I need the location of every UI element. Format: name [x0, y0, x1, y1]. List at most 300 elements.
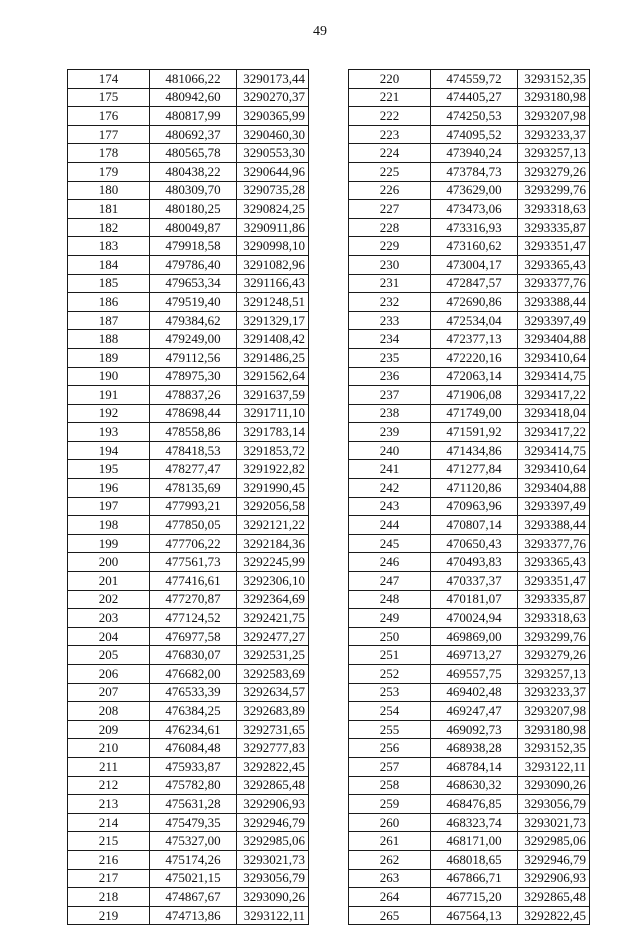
point-number-cell: 250 [349, 627, 431, 646]
y-coordinate-cell: 3293056,79 [237, 869, 309, 888]
x-coordinate-cell: 478975,30 [150, 367, 237, 386]
table-row [349, 590, 590, 609]
x-coordinate-cell: 475631,28 [150, 795, 237, 814]
point-number-cell: 221 [349, 88, 431, 107]
table-row [349, 311, 590, 330]
point-number-cell: 194 [68, 441, 150, 460]
table-row [349, 404, 590, 423]
table-row [68, 107, 309, 126]
point-number-cell: 190 [68, 367, 150, 386]
point-number-cell: 240 [349, 441, 431, 460]
y-coordinate-cell: 3293152,35 [518, 70, 590, 89]
table-row [68, 330, 309, 349]
x-coordinate-cell: 469247,47 [431, 702, 518, 721]
y-coordinate-cell: 3291562,64 [237, 367, 309, 386]
y-coordinate-cell: 3293257,13 [518, 144, 590, 163]
point-number-cell: 206 [68, 665, 150, 684]
table-row [349, 646, 590, 665]
x-coordinate-cell: 471906,08 [431, 386, 518, 405]
point-number-cell: 253 [349, 683, 431, 702]
table-row [349, 776, 590, 795]
point-number-cell: 182 [68, 218, 150, 237]
table-row [349, 274, 590, 293]
point-number-cell: 262 [349, 850, 431, 869]
table-row [349, 888, 590, 907]
table-row [68, 70, 309, 89]
y-coordinate-cell: 3292477,27 [237, 627, 309, 646]
y-coordinate-cell: 3293090,26 [518, 776, 590, 795]
table-row [349, 609, 590, 628]
y-coordinate-cell: 3293397,49 [518, 311, 590, 330]
y-coordinate-cell: 3290824,25 [237, 200, 309, 219]
x-coordinate-cell: 473940,24 [431, 144, 518, 163]
x-coordinate-cell: 472220,16 [431, 348, 518, 367]
y-coordinate-cell: 3292946,79 [518, 850, 590, 869]
point-number-cell: 200 [68, 553, 150, 572]
table-row [349, 479, 590, 498]
x-coordinate-cell: 476682,00 [150, 665, 237, 684]
point-number-cell: 204 [68, 627, 150, 646]
point-number-cell: 219 [68, 906, 150, 925]
y-coordinate-cell: 3292421,75 [237, 609, 309, 628]
x-coordinate-cell: 470337,37 [431, 572, 518, 591]
y-coordinate-cell: 3293257,13 [518, 665, 590, 684]
table-row [68, 404, 309, 423]
table-row [68, 627, 309, 646]
y-coordinate-cell: 3293318,63 [518, 609, 590, 628]
table-row [349, 200, 590, 219]
y-coordinate-cell: 3293397,49 [518, 497, 590, 516]
point-number-cell: 185 [68, 274, 150, 293]
y-coordinate-cell: 3293335,87 [518, 218, 590, 237]
y-coordinate-cell: 3292245,99 [237, 553, 309, 572]
point-number-cell: 243 [349, 497, 431, 516]
point-number-cell: 208 [68, 702, 150, 721]
point-number-cell: 193 [68, 423, 150, 442]
point-number-cell: 226 [349, 181, 431, 200]
y-coordinate-cell: 3293299,76 [518, 627, 590, 646]
point-number-cell: 178 [68, 144, 150, 163]
table-row [349, 181, 590, 200]
y-coordinate-cell: 3290460,30 [237, 125, 309, 144]
x-coordinate-cell: 469869,00 [431, 627, 518, 646]
table-row [68, 293, 309, 312]
x-coordinate-cell: 476084,48 [150, 739, 237, 758]
y-coordinate-cell: 3291166,43 [237, 274, 309, 293]
x-coordinate-cell: 470024,94 [431, 609, 518, 628]
y-coordinate-cell: 3293377,76 [518, 534, 590, 553]
x-coordinate-cell: 478698,44 [150, 404, 237, 423]
y-coordinate-cell: 3291711,10 [237, 404, 309, 423]
x-coordinate-cell: 475479,35 [150, 813, 237, 832]
y-coordinate-cell: 3293122,11 [518, 757, 590, 776]
table-row [68, 665, 309, 684]
table-row [68, 572, 309, 591]
point-number-cell: 234 [349, 330, 431, 349]
table-row [68, 497, 309, 516]
y-coordinate-cell: 3292683,89 [237, 702, 309, 721]
table-row [68, 832, 309, 851]
table-row [349, 832, 590, 851]
table-row [68, 795, 309, 814]
y-coordinate-cell: 3290911,86 [237, 218, 309, 237]
point-number-cell: 202 [68, 590, 150, 609]
y-coordinate-cell: 3292822,45 [518, 906, 590, 925]
x-coordinate-cell: 477561,73 [150, 553, 237, 572]
x-coordinate-cell: 480180,25 [150, 200, 237, 219]
table-row [68, 906, 309, 925]
x-coordinate-cell: 480438,22 [150, 162, 237, 181]
table-row [68, 757, 309, 776]
y-coordinate-cell: 3293410,64 [518, 348, 590, 367]
x-coordinate-cell: 479249,00 [150, 330, 237, 349]
table-row [349, 348, 590, 367]
point-number-cell: 252 [349, 665, 431, 684]
x-coordinate-cell: 476977,58 [150, 627, 237, 646]
point-number-cell: 264 [349, 888, 431, 907]
y-coordinate-cell: 3290365,99 [237, 107, 309, 126]
table-row [349, 162, 590, 181]
y-coordinate-cell: 3292731,65 [237, 720, 309, 739]
x-coordinate-cell: 475021,15 [150, 869, 237, 888]
x-coordinate-cell: 478837,26 [150, 386, 237, 405]
point-number-cell: 222 [349, 107, 431, 126]
x-coordinate-cell: 473160,62 [431, 237, 518, 256]
y-coordinate-cell: 3293090,26 [237, 888, 309, 907]
table-row [68, 181, 309, 200]
y-coordinate-cell: 3292865,48 [518, 888, 590, 907]
table-row [349, 293, 590, 312]
point-number-cell: 231 [349, 274, 431, 293]
x-coordinate-cell: 478418,53 [150, 441, 237, 460]
x-coordinate-cell: 468018,65 [431, 850, 518, 869]
table-row [349, 88, 590, 107]
x-coordinate-cell: 474867,67 [150, 888, 237, 907]
table-row [349, 720, 590, 739]
point-number-cell: 246 [349, 553, 431, 572]
y-coordinate-cell: 3293417,22 [518, 386, 590, 405]
table-row [68, 162, 309, 181]
table-row [349, 572, 590, 591]
page-number: 49 [313, 24, 327, 39]
point-number-cell: 209 [68, 720, 150, 739]
point-number-cell: 210 [68, 739, 150, 758]
x-coordinate-cell: 468323,74 [431, 813, 518, 832]
x-coordinate-cell: 471120,86 [431, 479, 518, 498]
point-number-cell: 199 [68, 534, 150, 553]
point-number-cell: 191 [68, 386, 150, 405]
table-row [349, 218, 590, 237]
table-row [68, 720, 309, 739]
x-coordinate-cell: 473316,93 [431, 218, 518, 237]
y-coordinate-cell: 3293207,98 [518, 702, 590, 721]
y-coordinate-cell: 3291990,45 [237, 479, 309, 498]
table-row [349, 70, 590, 89]
x-coordinate-cell: 477124,52 [150, 609, 237, 628]
y-coordinate-cell: 3293233,37 [518, 683, 590, 702]
table-row [349, 516, 590, 535]
point-number-cell: 223 [349, 125, 431, 144]
x-coordinate-cell: 473004,17 [431, 255, 518, 274]
point-number-cell: 181 [68, 200, 150, 219]
point-number-cell: 207 [68, 683, 150, 702]
point-number-cell: 197 [68, 497, 150, 516]
y-coordinate-cell: 3293414,75 [518, 441, 590, 460]
point-number-cell: 215 [68, 832, 150, 851]
y-coordinate-cell: 3293299,76 [518, 181, 590, 200]
y-coordinate-cell: 3291329,17 [237, 311, 309, 330]
x-coordinate-cell: 477416,61 [150, 572, 237, 591]
x-coordinate-cell: 467866,71 [431, 869, 518, 888]
y-coordinate-cell: 3292056,58 [237, 497, 309, 516]
table-row [68, 237, 309, 256]
y-coordinate-cell: 3293318,63 [518, 200, 590, 219]
table-row [68, 739, 309, 758]
y-coordinate-cell: 3293365,43 [518, 553, 590, 572]
point-number-cell: 183 [68, 237, 150, 256]
x-coordinate-cell: 476234,61 [150, 720, 237, 739]
point-number-cell: 233 [349, 311, 431, 330]
x-coordinate-cell: 470963,96 [431, 497, 518, 516]
x-coordinate-cell: 479384,62 [150, 311, 237, 330]
x-coordinate-cell: 473784,73 [431, 162, 518, 181]
x-coordinate-cell: 468476,85 [431, 795, 518, 814]
table-row [349, 125, 590, 144]
y-coordinate-cell: 3293180,98 [518, 88, 590, 107]
table-row [68, 850, 309, 869]
point-number-cell: 263 [349, 869, 431, 888]
table-row [349, 795, 590, 814]
table-row [68, 516, 309, 535]
y-coordinate-cell: 3290173,44 [237, 70, 309, 89]
point-number-cell: 188 [68, 330, 150, 349]
point-number-cell: 180 [68, 181, 150, 200]
y-coordinate-cell: 3293388,44 [518, 516, 590, 535]
point-number-cell: 175 [68, 88, 150, 107]
point-number-cell: 251 [349, 646, 431, 665]
table-row [68, 609, 309, 628]
table-row [68, 888, 309, 907]
point-number-cell: 213 [68, 795, 150, 814]
table-row [349, 107, 590, 126]
point-number-cell: 216 [68, 850, 150, 869]
table-row [68, 813, 309, 832]
y-coordinate-cell: 3292985,06 [237, 832, 309, 851]
point-number-cell: 225 [349, 162, 431, 181]
point-number-cell: 257 [349, 757, 431, 776]
y-coordinate-cell: 3291486,25 [237, 348, 309, 367]
x-coordinate-cell: 468938,28 [431, 739, 518, 758]
x-coordinate-cell: 469402,48 [431, 683, 518, 702]
point-number-cell: 192 [68, 404, 150, 423]
y-coordinate-cell: 3293404,88 [518, 330, 590, 349]
table-row [68, 218, 309, 237]
y-coordinate-cell: 3292906,93 [518, 869, 590, 888]
table-row [68, 274, 309, 293]
point-number-cell: 218 [68, 888, 150, 907]
y-coordinate-cell: 3290735,28 [237, 181, 309, 200]
table-row [349, 386, 590, 405]
point-number-cell: 260 [349, 813, 431, 832]
table-row [68, 534, 309, 553]
table-row [349, 255, 590, 274]
x-coordinate-cell: 474250,53 [431, 107, 518, 126]
point-number-cell: 187 [68, 311, 150, 330]
point-number-cell: 238 [349, 404, 431, 423]
y-coordinate-cell: 3292364,69 [237, 590, 309, 609]
y-coordinate-cell: 3291922,82 [237, 460, 309, 479]
table-row [349, 906, 590, 925]
x-coordinate-cell: 479918,58 [150, 237, 237, 256]
y-coordinate-cell: 3293377,76 [518, 274, 590, 293]
x-coordinate-cell: 467715,20 [431, 888, 518, 907]
point-number-cell: 212 [68, 776, 150, 795]
x-coordinate-cell: 474095,52 [431, 125, 518, 144]
table-row [68, 441, 309, 460]
y-coordinate-cell: 3292946,79 [237, 813, 309, 832]
x-coordinate-cell: 481066,22 [150, 70, 237, 89]
table-row [349, 702, 590, 721]
y-coordinate-cell: 3291248,51 [237, 293, 309, 312]
x-coordinate-cell: 475782,80 [150, 776, 237, 795]
y-coordinate-cell: 3293207,98 [518, 107, 590, 126]
table-row [349, 441, 590, 460]
x-coordinate-cell: 478135,69 [150, 479, 237, 498]
y-coordinate-cell: 3291853,72 [237, 441, 309, 460]
table-row [349, 813, 590, 832]
point-number-cell: 237 [349, 386, 431, 405]
table-row [349, 739, 590, 758]
table-row [349, 330, 590, 349]
y-coordinate-cell: 3291783,14 [237, 423, 309, 442]
table-row [349, 665, 590, 684]
y-coordinate-cell: 3293279,26 [518, 646, 590, 665]
y-coordinate-cell: 3292634,57 [237, 683, 309, 702]
y-coordinate-cell: 3293414,75 [518, 367, 590, 386]
point-number-cell: 189 [68, 348, 150, 367]
coordinates-table-left [67, 69, 309, 925]
x-coordinate-cell: 480942,60 [150, 88, 237, 107]
x-coordinate-cell: 474405,27 [431, 88, 518, 107]
point-number-cell: 227 [349, 200, 431, 219]
x-coordinate-cell: 471749,00 [431, 404, 518, 423]
y-coordinate-cell: 3292985,06 [518, 832, 590, 851]
point-number-cell: 236 [349, 367, 431, 386]
x-coordinate-cell: 480309,70 [150, 181, 237, 200]
table-row [349, 757, 590, 776]
y-coordinate-cell: 3293388,44 [518, 293, 590, 312]
point-number-cell: 203 [68, 609, 150, 628]
point-number-cell: 229 [349, 237, 431, 256]
point-number-cell: 201 [68, 572, 150, 591]
point-number-cell: 254 [349, 702, 431, 721]
table-row [68, 869, 309, 888]
x-coordinate-cell: 480692,37 [150, 125, 237, 144]
x-coordinate-cell: 477270,87 [150, 590, 237, 609]
x-coordinate-cell: 477706,22 [150, 534, 237, 553]
y-coordinate-cell: 3293365,43 [518, 255, 590, 274]
y-coordinate-cell: 3293335,87 [518, 590, 590, 609]
point-number-cell: 247 [349, 572, 431, 591]
y-coordinate-cell: 3290553,30 [237, 144, 309, 163]
y-coordinate-cell: 3293351,47 [518, 572, 590, 591]
table-row [68, 348, 309, 367]
table-row [68, 460, 309, 479]
point-number-cell: 228 [349, 218, 431, 237]
x-coordinate-cell: 472377,13 [431, 330, 518, 349]
point-number-cell: 195 [68, 460, 150, 479]
point-number-cell: 205 [68, 646, 150, 665]
x-coordinate-cell: 467564,13 [431, 906, 518, 925]
y-coordinate-cell: 3293418,04 [518, 404, 590, 423]
y-coordinate-cell: 3292777,83 [237, 739, 309, 758]
point-number-cell: 214 [68, 813, 150, 832]
y-coordinate-cell: 3293056,79 [518, 795, 590, 814]
point-number-cell: 261 [349, 832, 431, 851]
x-coordinate-cell: 476533,39 [150, 683, 237, 702]
table-row [68, 683, 309, 702]
x-coordinate-cell: 480049,87 [150, 218, 237, 237]
point-number-cell: 256 [349, 739, 431, 758]
x-coordinate-cell: 479519,40 [150, 293, 237, 312]
table-row [68, 386, 309, 405]
point-number-cell: 241 [349, 460, 431, 479]
x-coordinate-cell: 468171,00 [431, 832, 518, 851]
point-number-cell: 186 [68, 293, 150, 312]
y-coordinate-cell: 3291082,96 [237, 255, 309, 274]
x-coordinate-cell: 472534,04 [431, 311, 518, 330]
x-coordinate-cell: 480817,99 [150, 107, 237, 126]
x-coordinate-cell: 476830,07 [150, 646, 237, 665]
table-row [68, 423, 309, 442]
x-coordinate-cell: 469092,73 [431, 720, 518, 739]
point-number-cell: 176 [68, 107, 150, 126]
y-coordinate-cell: 3292865,48 [237, 776, 309, 795]
point-number-cell: 245 [349, 534, 431, 553]
y-coordinate-cell: 3292306,10 [237, 572, 309, 591]
x-coordinate-cell: 479112,56 [150, 348, 237, 367]
point-number-cell: 248 [349, 590, 431, 609]
point-number-cell: 258 [349, 776, 431, 795]
point-number-cell: 235 [349, 348, 431, 367]
y-coordinate-cell: 3290644,96 [237, 162, 309, 181]
x-coordinate-cell: 474713,86 [150, 906, 237, 925]
x-coordinate-cell: 476384,25 [150, 702, 237, 721]
table-row [349, 627, 590, 646]
x-coordinate-cell: 477993,21 [150, 497, 237, 516]
point-number-cell: 224 [349, 144, 431, 163]
y-coordinate-cell: 3292583,69 [237, 665, 309, 684]
x-coordinate-cell: 473473,06 [431, 200, 518, 219]
point-number-cell: 255 [349, 720, 431, 739]
table-row [349, 869, 590, 888]
x-coordinate-cell: 472063,14 [431, 367, 518, 386]
table-row [68, 646, 309, 665]
table-row [68, 367, 309, 386]
y-coordinate-cell: 3293152,35 [518, 739, 590, 758]
point-number-cell: 196 [68, 479, 150, 498]
y-coordinate-cell: 3292184,36 [237, 534, 309, 553]
table-row [349, 683, 590, 702]
x-coordinate-cell: 470181,07 [431, 590, 518, 609]
point-number-cell: 249 [349, 609, 431, 628]
x-coordinate-cell: 479653,34 [150, 274, 237, 293]
x-coordinate-cell: 469557,75 [431, 665, 518, 684]
x-coordinate-cell: 468630,32 [431, 776, 518, 795]
x-coordinate-cell: 470650,43 [431, 534, 518, 553]
point-number-cell: 217 [68, 869, 150, 888]
x-coordinate-cell: 470807,14 [431, 516, 518, 535]
